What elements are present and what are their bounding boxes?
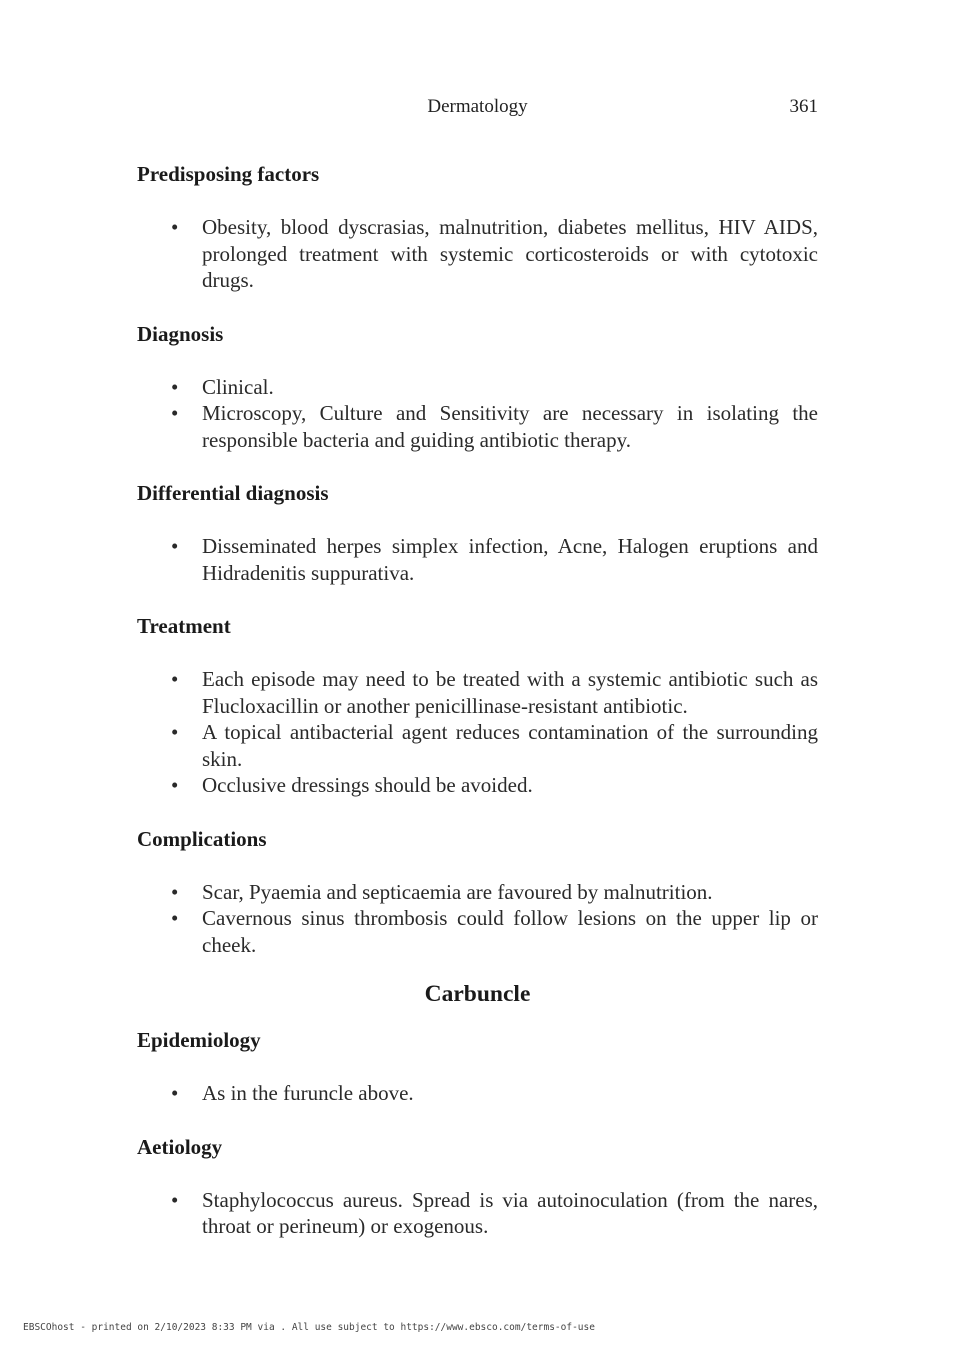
list-item: [137, 533, 818, 586]
bullet-icon: •: [171, 879, 179, 904]
print-footer: EBSCOhost - printed on 2/10/2023 8:33 PM via . All use subject to https://www.ebsco.com/terms-of-use: [23, 1322, 595, 1333]
bullet-list-epidemiology: [137, 1080, 818, 1107]
list-item: [137, 719, 818, 772]
bullet-list-predisposing-factors: [137, 214, 818, 294]
section-heading-epidemiology: Epidemiology: [137, 1028, 261, 1052]
list-item: [137, 905, 818, 958]
section-heading-complications: Complications: [137, 826, 267, 851]
bullet-icon: •: [171, 534, 179, 558]
list-item-text: Clinical.: [202, 374, 274, 399]
list-item-text: Microscopy, Culture and Sensitivity are necessary in isolating the responsible bacteria and guiding antibiotic therapy.: [202, 401, 818, 452]
bullet-icon: •: [171, 667, 179, 691]
sections-top: [137, 161, 818, 958]
list-item-text: A topical antibacterial agent reduces contamination of the surrounding skin.: [202, 720, 818, 771]
list-item-text: Staphylococcus aureus. Spread is via autoinoculation (from the nares, throat or perineum) or exogenous.: [202, 1187, 818, 1238]
list-item-text: Obesity, blood dyscrasias, malnutrition, diabetes mellitus, HIV AIDS, prolonged treatment with systemic corticosteroids or with cytotoxic drugs.: [202, 215, 818, 292]
section-heading-predisposing-factors: Predisposing factors: [137, 162, 320, 186]
list-item: [137, 374, 818, 401]
bullet-list-treatment: [137, 666, 818, 799]
running-head-title: Dermatology: [427, 96, 528, 117]
list-item: [137, 879, 818, 906]
list-item-text: As in the furuncle above.: [202, 1081, 414, 1105]
list-item-text: Occlusive dressings should be avoided.: [202, 773, 533, 797]
list-item: [137, 1187, 818, 1240]
list-item-text: Each episode may need to be treated with a systemic antibiotic such as Flucloxacillin or another penicillinase-resistant antibiotic.: [202, 667, 818, 718]
section-heading-aetiology: Aetiology: [137, 1134, 223, 1159]
section-heading-treatment: Treatment: [137, 614, 231, 638]
bullet-icon: •: [171, 906, 179, 930]
bullet-list-aetiology: [137, 1187, 818, 1240]
list-item-text: Scar, Pyaemia and septicaemia are favoured by malnutrition.: [202, 879, 713, 904]
sections-bottom: [137, 1027, 818, 1240]
bullet-list-complications: [137, 879, 818, 959]
list-item-text: Cavernous sinus thrombosis could follow lesions on the upper lip or cheek.: [202, 906, 818, 957]
bullet-icon: •: [171, 773, 179, 797]
section-heading-differential-diagnosis: Differential diagnosis: [137, 481, 329, 505]
list-item: [137, 400, 818, 453]
bullet-list-diagnosis: [137, 374, 818, 454]
carbuncle-heading: Carbuncle: [424, 981, 531, 1007]
page-content: [137, 161, 818, 1267]
bullet-icon: •: [171, 720, 179, 744]
page-number: 361: [789, 96, 818, 117]
list-item: [137, 772, 818, 799]
list-item: [137, 666, 818, 719]
list-item-text: Disseminated herpes simplex infection, Acne, Halogen eruptions and Hidradenitis suppurativa.: [202, 534, 818, 585]
bullet-icon: •: [171, 1187, 179, 1212]
running-head: [137, 96, 818, 122]
list-item: [137, 214, 818, 294]
bullet-icon: •: [171, 1081, 179, 1105]
bullet-icon: •: [171, 401, 179, 425]
section-heading-diagnosis: Diagnosis: [137, 321, 224, 346]
bullet-icon: •: [171, 374, 179, 399]
bullet-icon: •: [171, 215, 179, 239]
list-item: [137, 1080, 818, 1107]
bullet-list-differential-diagnosis: [137, 533, 818, 586]
